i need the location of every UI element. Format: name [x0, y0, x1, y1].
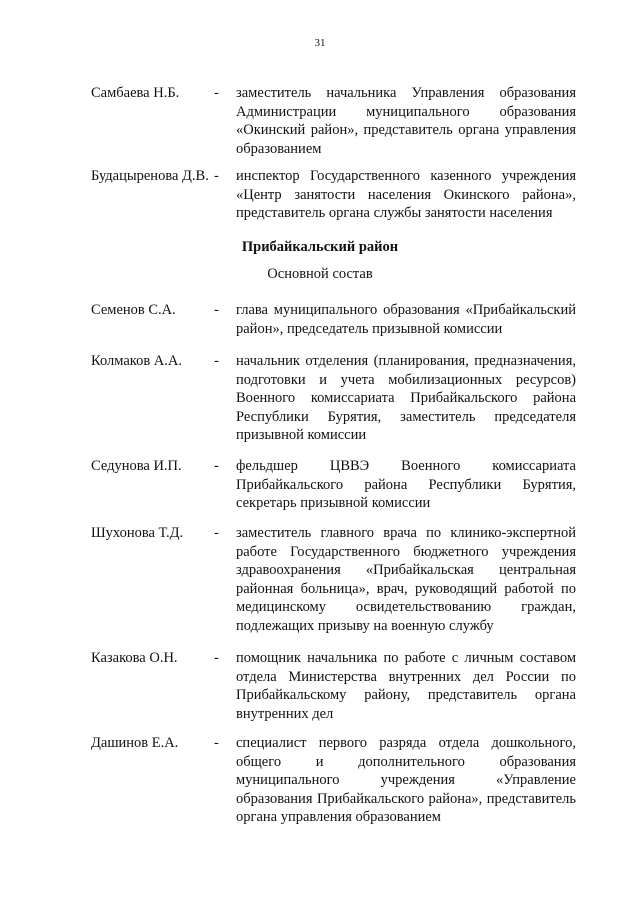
dash-separator: - [214, 650, 219, 666]
member-description: помощник начальника по работе с личным составом отдела Министерства внутренних дел России по Прибайкальскому району, представитель органа внутренних дел [236, 650, 576, 722]
page-number: 31 [314, 37, 326, 49]
member-description: заместитель начальника Управления образования Администрации муниципального образования «Окинский район», представитель органа управления образованием [236, 85, 576, 157]
dash-separator: - [214, 735, 219, 751]
member-name: Казакова О.Н. [91, 650, 178, 666]
member-name: Семенов С.А. [91, 302, 176, 318]
section-title: Прибайкальский район [241, 239, 399, 255]
dash-separator: - [214, 85, 219, 101]
member-description: заместитель главного врача по клинико-экспертной работе Государственного бюджетного учреждения здравоохранения «Прибайкальская центральная районная больница», врач, руководящий работой по медицинскому освидетельствованию граждан, подлежащих призыву на военную службу [236, 525, 576, 634]
member-name: Будацыренова Д.В. [91, 168, 209, 184]
member-name: Седунова И.П. [91, 458, 182, 474]
dash-separator: - [214, 353, 219, 369]
member-name: Самбаева Н.Б. [91, 85, 180, 101]
member-name: Шухонова Т.Д. [91, 525, 184, 541]
dash-separator: - [214, 168, 219, 184]
member-description: глава муниципального образования «Прибайкальский район», председатель призывной комиссии [236, 302, 576, 337]
section-subtitle: Основной состав [267, 266, 373, 282]
dash-separator: - [214, 458, 219, 474]
member-description: специалист первого разряда отдела дошкольного, общего и дополнительного образования муниципального учреждения «Управление образования Прибайкальского района», представитель органа управления образованием [236, 735, 576, 825]
member-description: фельдшер ЦВВЭ Военного комиссариата Прибайкальского района Республики Бурятия, секретарь призывной комиссии [236, 458, 576, 511]
member-name: Колмаков А.А. [91, 353, 182, 369]
member-description: начальник отделения (планирования, предназначения, подготовки и учета мобилизационных ресурсов) Военного комиссариата Прибайкальского района Республики Бурятия, заместитель председателя призывной комиссии [236, 353, 576, 443]
member-name: Дашинов Е.А. [91, 735, 179, 751]
dash-separator: - [214, 302, 219, 318]
dash-separator: - [214, 525, 219, 541]
member-description: инспектор Государственного казенного учреждения «Центр занятости населения Окинского района», представитель органа службы занятости населения [236, 168, 576, 221]
